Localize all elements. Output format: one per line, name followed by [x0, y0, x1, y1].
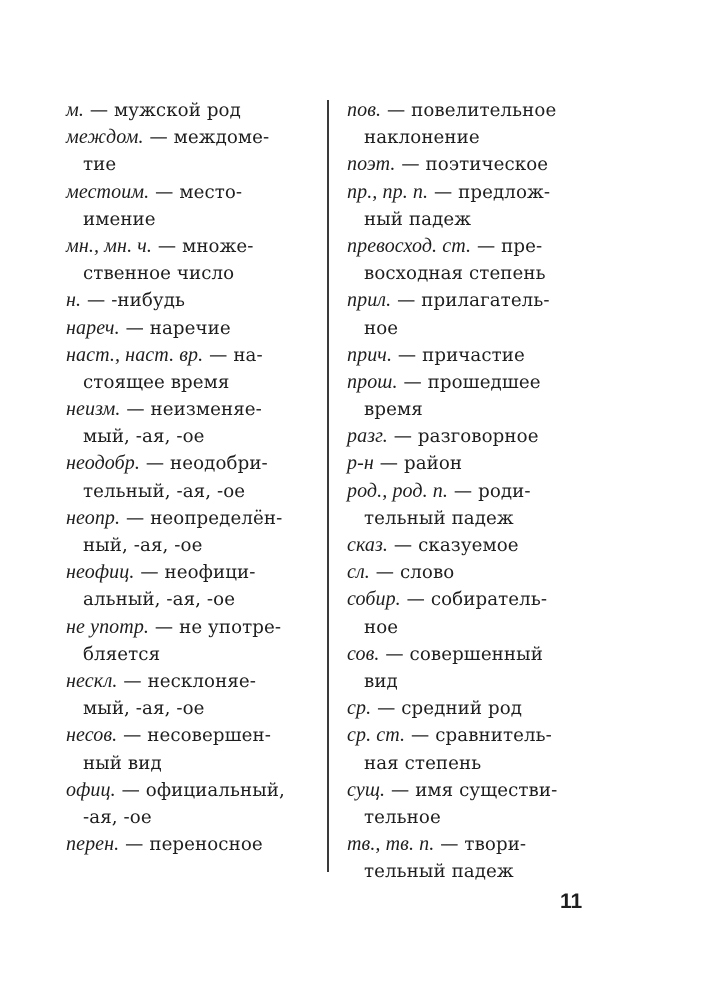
em-dash-separator: —: [119, 317, 150, 339]
abbreviations-left-column: [66, 97, 310, 858]
abbreviation-term: ср.: [347, 697, 372, 720]
em-dash-separator: —: [139, 453, 171, 475]
abbreviation-definition: твори-: [464, 834, 527, 856]
abbreviation-term: пр., пр. п.: [347, 180, 429, 203]
abbreviation-entry: [347, 287, 597, 341]
abbreviation-definition: сказуемое: [418, 535, 519, 556]
abbreviation-definition: официальный,: [145, 779, 285, 801]
abbreviation-entry: [66, 287, 310, 314]
abbreviation-entry: [66, 97, 310, 124]
entry-first-line: [66, 287, 310, 314]
em-dash-separator: —: [371, 698, 402, 720]
abbreviation-term: сущ.: [347, 778, 386, 801]
entry-first-line: [66, 505, 310, 532]
abbreviation-entry: [347, 450, 597, 477]
em-dash-separator: —: [120, 507, 151, 529]
abbreviation-definition: наречие: [149, 317, 231, 339]
abbreviation-term: м.: [66, 99, 84, 121]
em-dash-separator: —: [149, 181, 180, 203]
em-dash-separator: —: [385, 779, 416, 801]
abbreviation-entry: [347, 233, 597, 287]
entry-continuation-line: ственное число: [83, 263, 235, 285]
entry-first-line: [347, 97, 597, 124]
abbreviation-entry: [66, 396, 310, 450]
entry-continuation-line: стоящее время: [83, 371, 230, 393]
abbreviation-definition: поэтическое: [425, 154, 549, 176]
abbreviation-entry: [347, 478, 597, 532]
abbreviation-entry: [66, 668, 310, 722]
abbreviation-term: разг.: [347, 425, 388, 448]
abbreviation-definition: сравнитель-: [435, 725, 552, 747]
abbreviation-entry: [347, 641, 597, 695]
abbreviation-definition: собиратель-: [430, 589, 548, 611]
entry-continuation-line: мый, -ая, -ое: [83, 426, 205, 448]
abbreviation-entry: [347, 369, 597, 423]
entry-first-line: [347, 559, 597, 586]
em-dash-separator: —: [381, 100, 412, 121]
entry-first-line: [347, 831, 597, 858]
abbreviation-term: офиц.: [66, 778, 116, 801]
em-dash-separator: —: [83, 100, 115, 121]
abbreviation-definition: место-: [179, 181, 243, 203]
entry-first-line: [347, 233, 597, 260]
em-dash-separator: —: [387, 426, 418, 448]
abbreviation-entry: [347, 97, 597, 151]
entry-continuation-line: восходная степень: [364, 263, 546, 285]
entry-continuation-line: тельное: [364, 806, 441, 828]
entry-continuation-line: ный, -ая, -ое: [83, 535, 203, 556]
abbreviation-term: нареч.: [66, 316, 120, 339]
entry-first-line: [347, 722, 597, 749]
abbreviation-entry: [66, 777, 310, 831]
em-dash-separator: —: [428, 181, 459, 203]
abbreviation-definition: причастие: [422, 344, 525, 366]
em-dash-separator: —: [391, 290, 422, 312]
entry-first-line: [347, 695, 597, 722]
abbreviation-definition: несклоняе-: [147, 670, 257, 692]
entry-first-line: [66, 831, 310, 858]
abbreviation-term: поэт.: [347, 153, 396, 176]
abbreviation-definition: предлож-: [458, 181, 551, 203]
em-dash-separator: —: [81, 290, 112, 312]
entry-first-line: [66, 722, 310, 749]
abbreviation-term: междом.: [66, 126, 144, 149]
abbreviation-term: ср. ст.: [347, 724, 406, 747]
entry-first-line: [347, 151, 597, 178]
abbreviation-entry: [66, 450, 310, 504]
entry-first-line: [347, 287, 597, 314]
entry-first-line: [66, 396, 310, 423]
abbreviation-definition: роди-: [478, 480, 531, 502]
entry-first-line: [66, 124, 310, 151]
em-dash-separator: —: [405, 725, 436, 747]
abbreviation-definition: -нибудь: [111, 290, 186, 312]
entry-first-line: [66, 668, 310, 695]
abbreviation-term: не употр.: [66, 615, 150, 638]
abbreviation-entry: [347, 695, 597, 722]
abbreviation-entry: [66, 124, 310, 178]
entry-first-line: [66, 97, 310, 124]
em-dash-separator: —: [392, 344, 423, 366]
abbreviation-term: собир.: [347, 588, 401, 611]
abbreviation-term: сл.: [347, 561, 370, 584]
entry-continuation-line: ное: [364, 616, 399, 638]
abbreviation-term: сказ.: [347, 534, 389, 556]
abbreviation-entry: [66, 179, 310, 233]
abbreviation-entry: [347, 586, 597, 640]
em-dash-separator: —: [152, 235, 183, 257]
abbreviation-entry: [66, 505, 310, 559]
em-dash-separator: —: [379, 643, 410, 665]
abbreviation-entry: [347, 559, 597, 586]
entry-first-line: [347, 450, 597, 477]
entry-continuation-line: альный, -ая, -ое: [83, 589, 236, 611]
entry-continuation-line: ная степень: [364, 752, 482, 774]
abbreviation-entry: [347, 151, 597, 178]
entry-continuation-line: ное: [364, 317, 399, 339]
abbreviation-term: неофиц.: [66, 561, 135, 584]
abbreviation-definition: неопределён-: [150, 507, 283, 529]
entry-first-line: [66, 315, 310, 342]
entry-continuation-line: бляется: [83, 643, 161, 665]
entry-continuation-line: тельный, -ая, -ое: [83, 480, 246, 502]
abbreviation-entry: [347, 777, 597, 831]
abbreviation-entry: [347, 532, 597, 559]
em-dash-separator: —: [369, 562, 400, 584]
abbreviation-definition: переносное: [149, 834, 263, 856]
abbreviation-term: н.: [66, 289, 82, 312]
abbreviation-definition: неизменяе-: [150, 399, 262, 421]
entry-first-line: [347, 586, 597, 613]
abbreviation-entry: [347, 831, 597, 885]
entry-first-line: [347, 369, 597, 396]
abbreviation-definition: средний род: [401, 698, 523, 720]
entry-first-line: [66, 559, 310, 586]
abbreviation-term: род., род. п.: [347, 479, 449, 502]
abbreviation-term: тв., тв. п.: [347, 833, 435, 856]
abbreviation-definition: совершенный: [409, 643, 543, 665]
entry-first-line: [347, 423, 597, 450]
abbreviation-term: прил.: [347, 289, 392, 312]
abbreviation-term: неизм.: [66, 398, 121, 421]
abbreviation-term: сов.: [347, 642, 380, 665]
abbreviation-definition: имя существи-: [415, 779, 558, 801]
abbreviation-term: местоим.: [66, 180, 150, 203]
entry-first-line: [347, 641, 597, 668]
entry-continuation-line: тельный падеж: [364, 861, 514, 883]
entry-first-line: [347, 532, 597, 559]
abbreviation-term: нескл.: [66, 669, 118, 692]
abbreviation-term: р-н: [347, 452, 374, 475]
abbreviation-entry: [347, 722, 597, 776]
abbreviation-definition: прилагатель-: [421, 290, 550, 312]
entry-continuation-line: вид: [364, 670, 398, 692]
entry-first-line: [66, 450, 310, 477]
abbreviation-entry: [66, 342, 310, 396]
abbreviation-term: несов.: [66, 724, 118, 747]
page-number: 11: [560, 890, 583, 913]
entry-first-line: [66, 233, 310, 260]
column-divider: [327, 100, 329, 872]
entry-continuation-line: ный вид: [83, 752, 162, 774]
abbreviation-term: мн., мн. ч.: [66, 234, 153, 257]
abbreviation-definition: не употре-: [179, 616, 282, 638]
abbreviation-definition: несовершен-: [147, 725, 271, 747]
abbreviation-definition: повелительное: [411, 100, 557, 121]
abbreviation-term: прош.: [347, 370, 398, 393]
abbreviation-definition: прошедшее: [427, 371, 541, 393]
abbreviation-definition: неодобри-: [170, 453, 268, 475]
entry-first-line: [347, 478, 597, 505]
abbreviation-definition: слово: [399, 562, 455, 584]
em-dash-separator: —: [400, 589, 431, 611]
em-dash-separator: —: [397, 371, 428, 393]
abbreviation-definition: пре-: [501, 235, 543, 257]
entry-continuation-line: ный падеж: [364, 208, 472, 230]
abbreviation-entry: [66, 831, 310, 858]
entry-continuation-line: наклонение: [364, 127, 480, 149]
abbreviation-term: наст., наст. вр.: [66, 343, 204, 366]
abbreviation-definition: район: [403, 453, 463, 475]
entry-continuation-line: время: [364, 399, 423, 421]
entry-first-line: [347, 179, 597, 206]
abbreviation-entry: [66, 315, 310, 342]
abbreviations-right-column: [347, 97, 597, 885]
abbreviation-entry: [347, 423, 597, 450]
abbreviation-entry: [66, 722, 310, 776]
entry-continuation-line: тельный падеж: [364, 507, 514, 529]
entry-continuation-line: мый, -ая, -ое: [83, 698, 205, 720]
em-dash-separator: —: [388, 535, 419, 556]
abbreviation-term: пов.: [347, 99, 382, 121]
abbreviation-entry: [66, 559, 310, 613]
abbreviation-term: перен.: [66, 833, 120, 856]
entry-continuation-line: имение: [83, 208, 156, 230]
em-dash-separator: —: [448, 480, 479, 502]
abbreviation-definition: неофици-: [164, 562, 256, 584]
em-dash-separator: —: [134, 562, 165, 584]
em-dash-separator: —: [117, 725, 148, 747]
abbreviation-term: превосход. ст.: [347, 234, 472, 257]
abbreviation-definition: междоме-: [173, 127, 270, 149]
em-dash-separator: —: [434, 834, 465, 856]
entry-first-line: [66, 179, 310, 206]
entry-first-line: [347, 777, 597, 804]
abbreviation-definition: на-: [233, 344, 263, 366]
abbreviation-term: неодобр.: [66, 452, 140, 475]
abbreviation-definition: мужской род: [114, 100, 241, 121]
em-dash-separator: —: [117, 670, 148, 692]
entry-first-line: [66, 777, 310, 804]
abbreviation-definition: множе-: [182, 235, 254, 257]
em-dash-separator: —: [395, 154, 426, 176]
entry-first-line: [66, 614, 310, 641]
em-dash-separator: —: [149, 616, 180, 638]
abbreviation-entry: [347, 179, 597, 233]
em-dash-separator: —: [119, 834, 150, 856]
em-dash-separator: —: [373, 453, 404, 475]
abbreviation-definition: разговорное: [417, 426, 539, 448]
abbreviation-term: неопр.: [66, 506, 121, 529]
entry-first-line: [347, 342, 597, 369]
em-dash-separator: —: [203, 344, 234, 366]
em-dash-separator: —: [143, 127, 174, 149]
em-dash-separator: —: [120, 399, 151, 421]
entry-continuation-line: тие: [83, 154, 117, 176]
abbreviation-term: прич.: [347, 343, 393, 366]
abbreviation-entry: [347, 342, 597, 369]
em-dash-separator: —: [115, 779, 146, 801]
entry-continuation-line: -ая, -ое: [83, 806, 152, 828]
em-dash-separator: —: [471, 235, 502, 257]
abbreviation-entry: [66, 614, 310, 668]
abbreviation-entry: [66, 233, 310, 287]
entry-first-line: [66, 342, 310, 369]
